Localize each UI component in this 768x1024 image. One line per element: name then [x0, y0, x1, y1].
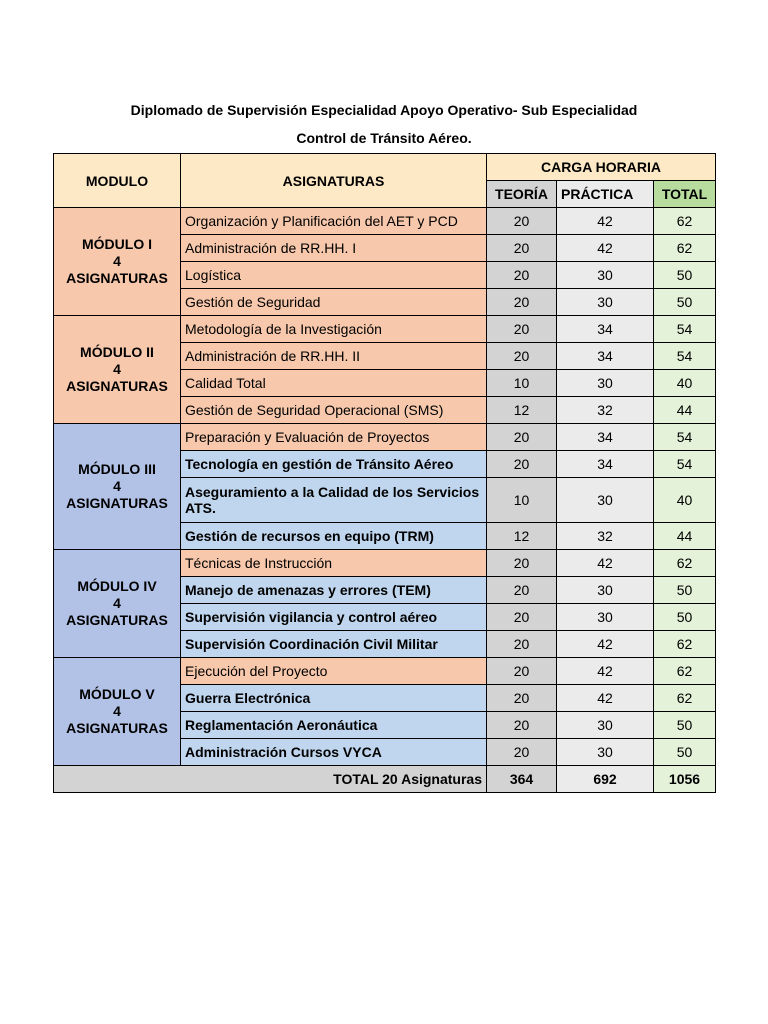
subject-name [181, 712, 487, 739]
title-line-2: Control de Tránsito Aéreo. [296, 130, 472, 146]
subject-name [181, 397, 487, 424]
subject-label: Administración de RR.HH. II [185, 348, 361, 364]
hours-total: 50 [654, 712, 716, 739]
hours-practica: 34 [557, 343, 654, 370]
subject-label: Calidad Total [185, 375, 266, 391]
subject-name [181, 739, 487, 766]
totals-row [54, 766, 716, 793]
hours-teoria: 20 [487, 550, 557, 577]
hours-practica: 42 [557, 235, 654, 262]
subject-name [181, 370, 487, 397]
hours-teoria: 20 [487, 685, 557, 712]
hours-total: 50 [654, 739, 716, 766]
subject-label: Supervisión Coordinación Civil Militar [185, 636, 438, 652]
hours-total: 44 [654, 397, 716, 424]
module-count: 4 [113, 703, 121, 719]
module-name: MÓDULO IV [77, 578, 157, 594]
subject-name [181, 658, 487, 685]
subject-name [181, 577, 487, 604]
hours-practica: 32 [557, 397, 654, 424]
module-count: 4 [113, 361, 121, 377]
subject-label: Reglamentación Aeronáutica [185, 717, 378, 733]
header-asignaturas: ASIGNATURAS [181, 154, 487, 208]
header-teoria: TEORÍA [487, 181, 557, 208]
hours-practica: 30 [557, 739, 654, 766]
hours-practica: 42 [557, 631, 654, 658]
module-label: ASIGNATURAS [66, 495, 168, 511]
hours-total: 44 [654, 523, 716, 550]
hours-teoria: 20 [487, 343, 557, 370]
hours-practica: 42 [557, 685, 654, 712]
subject-label: Aseguramiento a la Calidad de los Servicios ATS. [185, 484, 480, 516]
hours-practica: 34 [557, 424, 654, 451]
module-name: MÓDULO III [78, 461, 156, 477]
hours-teoria: 20 [487, 658, 557, 685]
hours-teoria: 20 [487, 739, 557, 766]
subject-name [181, 235, 487, 262]
subject-name [181, 289, 487, 316]
hours-total: 50 [654, 262, 716, 289]
hours-total: 54 [654, 316, 716, 343]
header-carga-horaria: CARGA HORARIA [487, 154, 716, 181]
hours-teoria: 20 [487, 577, 557, 604]
hours-teoria: 20 [487, 235, 557, 262]
hours-total: 62 [654, 208, 716, 235]
totals-practica: 692 [557, 766, 654, 793]
hours-total: 62 [654, 550, 716, 577]
subject-name [181, 631, 487, 658]
hours-teoria: 10 [487, 370, 557, 397]
hours-teoria: 12 [487, 397, 557, 424]
subject-label: Gestión de Seguridad [185, 294, 321, 310]
table-row [54, 550, 716, 577]
curriculum-table [53, 153, 716, 793]
module-count: 4 [113, 253, 121, 269]
module-label: ASIGNATURAS [66, 612, 168, 628]
hours-total: 50 [654, 604, 716, 631]
hours-total: 62 [654, 685, 716, 712]
module-cell [54, 424, 181, 550]
subject-name [181, 424, 487, 451]
subject-name [181, 604, 487, 631]
hours-teoria: 20 [487, 424, 557, 451]
module-label: ASIGNATURAS [66, 720, 168, 736]
hours-practica: 34 [557, 451, 654, 478]
hours-total: 50 [654, 289, 716, 316]
hours-teoria: 20 [487, 316, 557, 343]
module-name: MÓDULO I [82, 236, 152, 252]
module-cell [54, 550, 181, 658]
hours-total: 40 [654, 478, 716, 523]
hours-practica: 30 [557, 370, 654, 397]
table-row [54, 208, 716, 235]
subject-name [181, 262, 487, 289]
hours-teoria: 12 [487, 523, 557, 550]
module-name: MÓDULO V [79, 686, 155, 702]
hours-practica: 42 [557, 208, 654, 235]
subject-name [181, 208, 487, 235]
module-name: MÓDULO II [80, 344, 154, 360]
subject-label: Administración de RR.HH. I [185, 240, 357, 256]
module-label: ASIGNATURAS [66, 378, 168, 394]
module-cell [54, 316, 181, 424]
hours-practica: 32 [557, 523, 654, 550]
hours-practica: 30 [557, 478, 654, 523]
hours-teoria: 10 [487, 478, 557, 523]
hours-practica: 30 [557, 712, 654, 739]
subject-label: Manejo de amenazas y errores (TEM) [185, 582, 431, 598]
subject-label: Tecnología en gestión de Tránsito Aéreo [185, 456, 454, 472]
hours-teoria: 20 [487, 262, 557, 289]
module-label: ASIGNATURAS [66, 270, 168, 286]
module-cell [54, 208, 181, 316]
hours-teoria: 20 [487, 289, 557, 316]
hours-total: 62 [654, 658, 716, 685]
hours-total: 54 [654, 343, 716, 370]
hours-teoria: 20 [487, 208, 557, 235]
module-cell [54, 658, 181, 766]
hours-teoria: 20 [487, 631, 557, 658]
subject-label: Técnicas de Instrucción [185, 555, 333, 571]
subject-name [181, 343, 487, 370]
table-row [54, 424, 716, 451]
hours-total: 54 [654, 424, 716, 451]
hours-total: 62 [654, 631, 716, 658]
hours-practica: 42 [557, 550, 654, 577]
hours-teoria: 20 [487, 604, 557, 631]
subject-label: Metodología de la Investigación [185, 321, 382, 337]
subject-label: Supervisión vigilancia y control aéreo [185, 609, 438, 625]
title-line-1: Diplomado de Supervisión Especialidad Apoyo Operativo- Sub Especialidad [130, 102, 638, 118]
table-row [54, 658, 716, 685]
subject-label: Administración Cursos VYCA [185, 744, 382, 760]
header-practica: PRÁCTICA [557, 181, 654, 208]
hours-total: 50 [654, 577, 716, 604]
subject-label: Logística [185, 267, 242, 283]
totals-label: TOTAL 20 Asignaturas [54, 766, 487, 793]
header-total: TOTAL [654, 181, 716, 208]
subject-name [181, 523, 487, 550]
subject-name [181, 451, 487, 478]
table-row [54, 316, 716, 343]
subject-label: Gestión de Seguridad Operacional (SMS) [185, 402, 444, 418]
subject-name [181, 550, 487, 577]
hours-practica: 30 [557, 262, 654, 289]
totals-teoria: 364 [487, 766, 557, 793]
subject-name [181, 316, 487, 343]
module-count: 4 [113, 595, 121, 611]
hours-total: 40 [654, 370, 716, 397]
subject-label: Ejecución del Proyecto [185, 663, 328, 679]
hours-practica: 30 [557, 604, 654, 631]
subject-label: Preparación y Evaluación de Proyectos [185, 429, 430, 445]
hours-total: 54 [654, 451, 716, 478]
subject-name [181, 685, 487, 712]
hours-practica: 34 [557, 316, 654, 343]
subject-name [181, 478, 487, 523]
document-title [0, 96, 768, 152]
hours-practica: 30 [557, 577, 654, 604]
header-modulo: MODULO [54, 154, 181, 208]
subject-label: Gestión de recursos en equipo (TRM) [185, 528, 434, 544]
subject-label: Organización y Planificación del AET y PCD [185, 213, 458, 229]
subject-label: Guerra Electrónica [185, 690, 311, 706]
hours-teoria: 20 [487, 712, 557, 739]
hours-total: 62 [654, 235, 716, 262]
totals-total: 1056 [654, 766, 716, 793]
hours-practica: 30 [557, 289, 654, 316]
hours-teoria: 20 [487, 451, 557, 478]
hours-practica: 42 [557, 658, 654, 685]
module-count: 4 [113, 478, 121, 494]
